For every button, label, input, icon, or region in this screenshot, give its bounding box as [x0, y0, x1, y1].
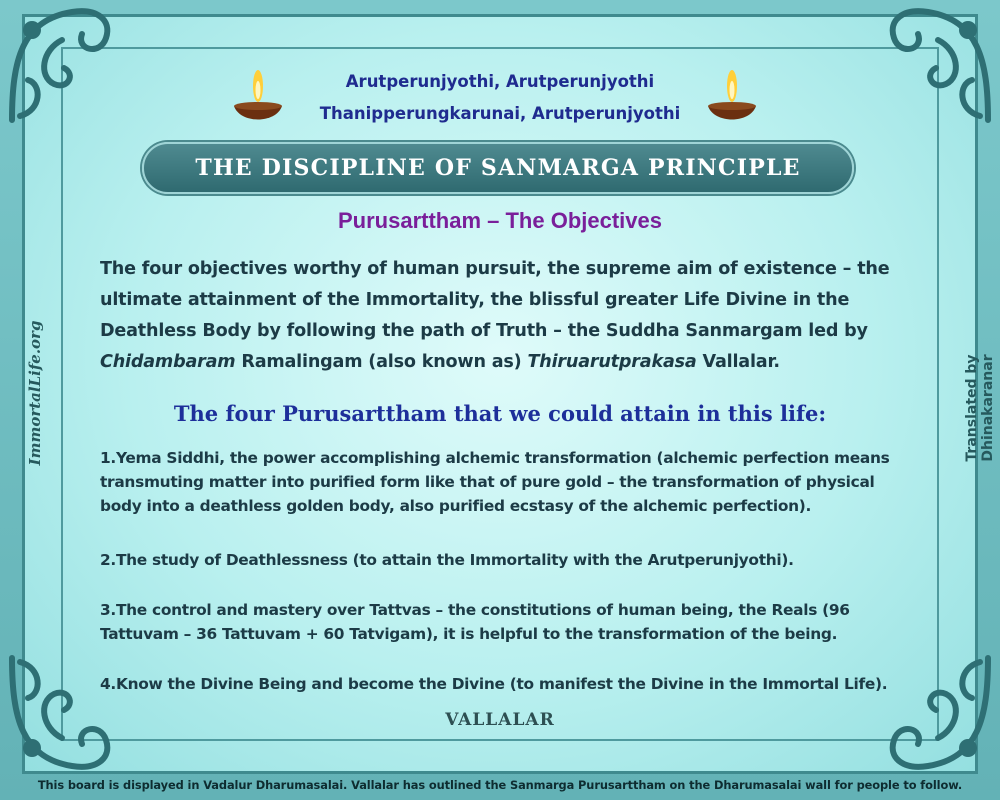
intro-text: The four objectives worthy of human pursuit, the supreme aim of existence – the ultimate attainment of the Immortality, the blissful greater Life Divine in the Deathless Body by following the path of Truth – the Suddha Sanmargam led by	[100, 259, 890, 341]
invocation-line: Arutperunjyothi, Arutperunjyothi	[345, 72, 655, 91]
intro-paragraph	[100, 254, 920, 378]
intro-text: Vallalar.	[696, 352, 780, 372]
list-item: 4.Know the Divine Being and become the Divine (to manifest the Divine in the Immortal Life).	[100, 675, 888, 693]
list-heading: The four Purusarttham that we could attain in this life:	[173, 401, 827, 426]
list-item: 1.Yema Siddhi, the power accomplishing alchemic transformation (alchemic perfection means transmuting matter into purified form like that of pure gold – the transformation of physical body into a deathless golden body, also purified ecstasy of the alchemic perfection).	[100, 449, 890, 515]
subtitle: Purusarttham – The Objectives	[338, 208, 662, 233]
invocation-line: Thanipperungkarunai, Arutperunjyothi	[319, 104, 681, 123]
board-panel	[22, 14, 978, 774]
footer-caption: This board is displayed in Vadalur Dharumasalai. Vallalar has outlined the Sanmarga Purusarttham on the Dharumasalai wall for people to follow.	[37, 778, 963, 792]
list-item: 3.The control and mastery over Tattvas – the constitutions of human being, the Reals (96 Tattuvam – 36 Tattuvam + 60 Tatvigam), it is helpful to the transformation of the being.	[100, 601, 850, 643]
signature: VALLALAR	[445, 710, 555, 730]
side-credit-right: Translated by Dhinakaranar	[964, 354, 996, 462]
intro-italic: Chidambaram	[100, 352, 236, 372]
page-title: THE DISCIPLINE OF SANMARGA PRINCIPLE	[195, 155, 801, 181]
list-item: 2.The study of Deathlessness (to attain the Immortality with the Arutperunjyothi).	[100, 551, 794, 569]
title-banner	[142, 142, 854, 194]
side-watermark-left: ImmortalLife.org	[26, 320, 44, 466]
intro-italic: Thiruarutprakasa	[527, 352, 697, 372]
intro-text: Ramalingam (also known as)	[235, 352, 528, 372]
